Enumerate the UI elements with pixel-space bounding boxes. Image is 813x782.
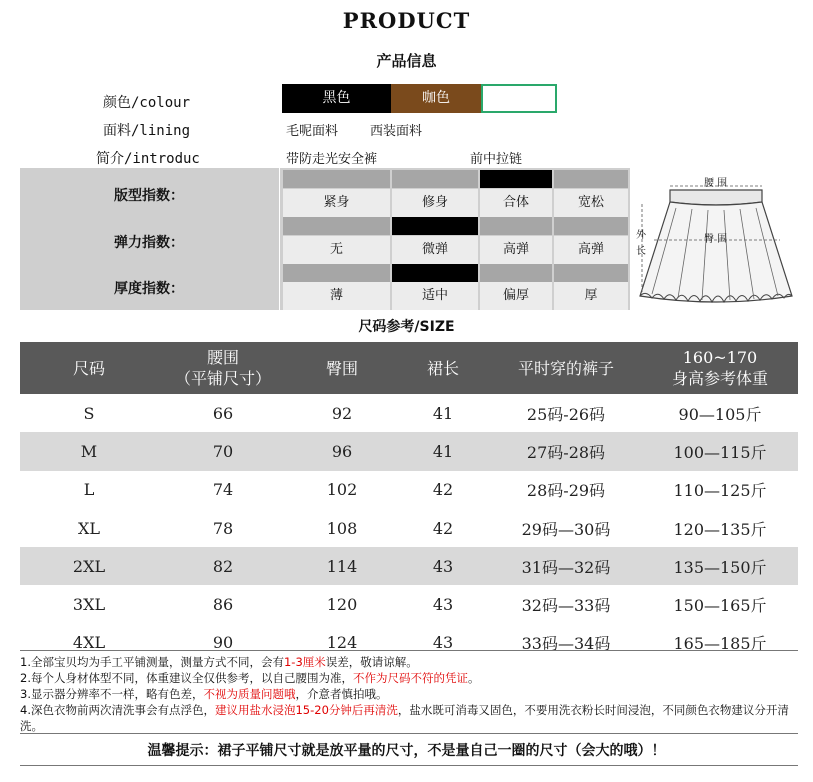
note-2: 2.每个人身材体型不同，体重建议全仅供参考，以自己腰围为准，不作为尺码不符的凭证。 <box>20 671 480 685</box>
header-size: 尺码 <box>20 342 158 394</box>
color-label: 颜色/colour <box>103 95 191 111</box>
header-pants-size: 平时穿的裤子 <box>490 342 642 394</box>
cell-size: 4XL <box>72 633 106 653</box>
table-row <box>20 547 798 585</box>
fit-bar-3-selected <box>480 170 552 188</box>
cell-hip: 120 <box>326 595 358 615</box>
fit-index-label: 版型指数： <box>114 188 184 204</box>
cell-weight: 150—165斤 <box>673 596 767 616</box>
cell-pants: 32码—33码 <box>521 596 611 616</box>
stretch-bar-4 <box>554 217 628 235</box>
thickness-bar-1 <box>283 264 390 282</box>
cell-pants: 28码-29码 <box>526 481 606 501</box>
cell-pants: 29码—30码 <box>521 519 611 539</box>
skirt-diagram <box>632 168 798 310</box>
cell-pants: 25码-26码 <box>526 404 606 424</box>
cell-weight: 165—185斤 <box>673 634 767 654</box>
cell-hip: 124 <box>326 633 358 653</box>
table-row <box>20 585 798 623</box>
fit-option-tight: 紧身 <box>283 189 390 217</box>
stretch-bar-1 <box>283 217 390 235</box>
table-row <box>20 471 798 509</box>
cell-weight: 120—135斤 <box>673 519 767 539</box>
header-length: 裙长 <box>396 342 490 394</box>
table-row <box>20 509 798 547</box>
cell-waist: 74 <box>212 480 234 500</box>
cell-length: 43 <box>396 547 490 585</box>
cell-waist: 86 <box>212 595 234 615</box>
fabric-wool: 毛呢面料 <box>286 124 339 139</box>
color-swatch-coffee[interactable]: 咖色 <box>391 84 481 113</box>
waist-label: 腰 围 <box>704 178 728 189</box>
cell-pants: 33码—34码 <box>521 634 611 654</box>
fabric-suit: 西装面料 <box>370 124 423 139</box>
table-row <box>20 394 798 432</box>
intro-zipper: 前中拉链 <box>470 152 523 167</box>
thickness-option-thick: 偏厚 <box>480 282 552 310</box>
fit-bar-1 <box>283 170 390 188</box>
cell-size: S <box>83 403 95 423</box>
stretch-bar-2-selected <box>392 217 478 235</box>
cell-size: L <box>83 480 95 500</box>
cell-weight: 100—115斤 <box>642 432 798 470</box>
thickness-bar-3 <box>480 264 552 282</box>
size-table <box>20 342 798 662</box>
stretch-index-label: 弹力指数： <box>114 235 184 251</box>
cell-size: 3XL <box>72 595 106 615</box>
thickness-bar-2-selected <box>392 264 478 282</box>
header-waist: 腰围 （平铺尺寸） <box>158 342 288 394</box>
cell-weight: 90—105斤 <box>678 404 762 424</box>
stretch-option-none: 无 <box>283 236 390 264</box>
cell-hip: 102 <box>326 480 358 500</box>
stretch-option-high-2: 高弹 <box>554 236 628 264</box>
cell-pants: 27码-28码 <box>490 432 642 470</box>
cell-length: 42 <box>432 480 454 500</box>
notes-block <box>20 650 798 734</box>
length-label-bottom: 长 <box>636 246 646 257</box>
cell-waist: 90 <box>212 633 234 653</box>
table-row <box>20 432 798 470</box>
cell-size: XL <box>77 518 100 538</box>
stretch-option-slight: 微弹 <box>392 236 478 264</box>
product-info-title: 产品信息 <box>376 52 437 70</box>
fit-bar-4 <box>554 170 628 188</box>
size-table-header <box>20 342 798 394</box>
cell-length: 41 <box>396 432 490 470</box>
note-4: 4.深色衣物前两次清洗事会有点浮色，建议用盐水浸泡15-20分钟后再清洗，盐水既可消毒又固色，不要用洗衣粉长时间浸泡，不同颜色衣物建议分开清洗。 <box>20 703 789 733</box>
cell-weight: 110—125斤 <box>673 481 767 501</box>
tip-divider-bottom <box>20 765 798 766</box>
cell-hip: 108 <box>326 518 358 538</box>
hip-label: 臀 围 <box>704 234 728 245</box>
cell-length: 43 <box>432 595 454 615</box>
tip-text: 温馨提示：裙子平铺尺寸就是放平量的尺寸，不是量自己一圈的尺寸（会大的哦）！ <box>147 743 666 759</box>
color-swatch-empty[interactable] <box>481 84 557 113</box>
cell-waist: 82 <box>158 547 288 585</box>
cell-hip: 96 <box>288 432 396 470</box>
thickness-option-medium: 适中 <box>392 282 478 310</box>
cell-hip: 114 <box>288 547 396 585</box>
cell-length: 42 <box>432 518 454 538</box>
cell-waist: 78 <box>212 518 234 538</box>
length-label-top: 外 <box>636 230 646 241</box>
thickness-option-thin: 薄 <box>283 282 390 310</box>
cell-size: 2XL <box>20 547 158 585</box>
size-section-title: 尺码参考/SIZE <box>358 319 455 335</box>
cell-waist: 70 <box>158 432 288 470</box>
stretch-bar-3 <box>480 217 552 235</box>
cell-length: 43 <box>432 633 454 653</box>
color-swatch-black[interactable]: 黑色 <box>282 84 391 113</box>
cell-size: M <box>20 432 158 470</box>
page-title: PRODUCT <box>342 8 471 33</box>
header-hip: 臀围 <box>288 342 396 394</box>
header-weight: 160~170 身高参考体重 <box>642 342 798 394</box>
fabric-label: 面料/lining <box>103 123 191 139</box>
fit-option-regular: 合体 <box>480 189 552 217</box>
thickness-option-heavy: 厚 <box>554 282 628 310</box>
cell-length: 41 <box>432 403 454 423</box>
cell-weight: 135—150斤 <box>642 547 798 585</box>
note-3: 3.显示器分辨率不一样，略有色差，不视为质量问题哦，介意者慎拍哦。 <box>20 687 388 701</box>
thickness-bar-4 <box>554 264 628 282</box>
fit-option-slim: 修身 <box>392 189 478 217</box>
thickness-index-label: 厚度指数： <box>114 281 184 297</box>
note-1: 1.全部宝贝均为手工平铺测量，测量方式不同，会有1-3厘米误差，敬请谅解。 <box>20 655 418 669</box>
fit-bar-2 <box>392 170 478 188</box>
cell-pants: 31码—32码 <box>490 547 642 585</box>
intro-label: 简介/introduc <box>96 151 200 167</box>
intro-shorts: 带防走光安全裤 <box>286 152 378 167</box>
fit-option-loose: 宽松 <box>554 189 628 217</box>
stretch-option-high: 高弹 <box>480 236 552 264</box>
cell-hip: 92 <box>331 403 353 423</box>
cell-waist: 66 <box>212 403 234 423</box>
tip-divider-top <box>20 733 798 734</box>
